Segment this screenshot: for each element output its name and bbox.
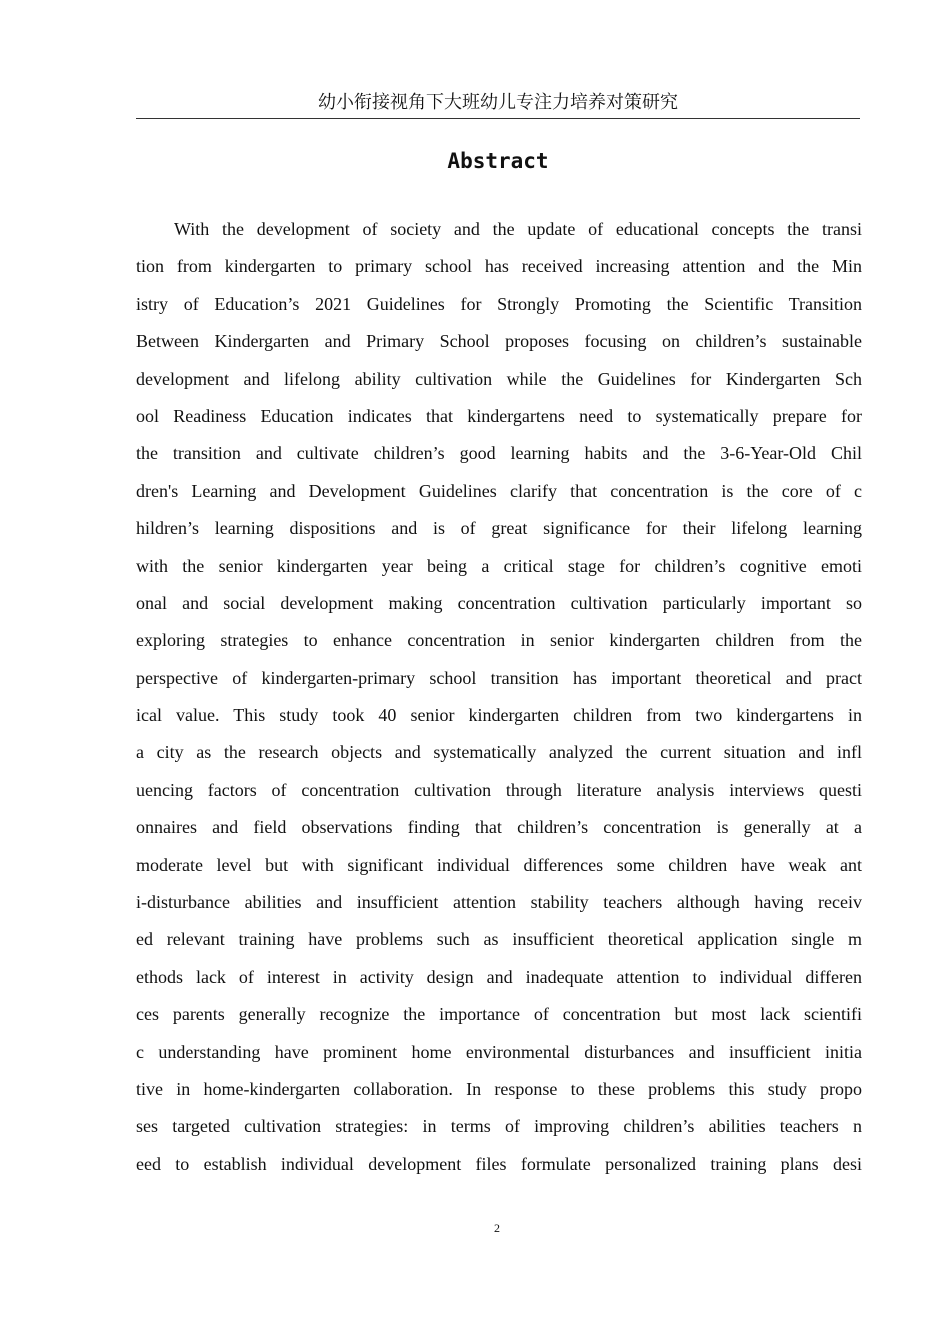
abstract-line: uencing factors of concentration cultivation through literature analysis interviews questi bbox=[136, 779, 862, 800]
abstract-line: ethods lack of interest in activity design and inadequate attention to individual differen bbox=[136, 966, 862, 987]
abstract-line: ed relevant training have problems such as insufficient theoretical application single m bbox=[136, 929, 862, 950]
abstract-line: with the senior kindergarten year being a critical stage for children’s cognitive emoti bbox=[136, 555, 862, 576]
abstract-line: ical value. This study took 40 senior kindergarten children from two kindergartens in bbox=[136, 705, 862, 726]
abstract-line: tive in home-kindergarten collaboration. In response to these problems this study propo bbox=[136, 1078, 862, 1099]
running-header: 幼小衔接视角下大班幼儿专注力培养对策研究 bbox=[318, 92, 678, 113]
abstract-line: dren's Learning and Development Guidelines clarify that concentration is the core of c bbox=[136, 480, 862, 501]
abstract-line: moderate level but with significant individual differences some children have weak ant bbox=[136, 854, 862, 875]
abstract-line: the transition and cultivate children’s good learning habits and the 3-6-Year-Old Chil bbox=[136, 443, 862, 464]
abstract-line: onnaires and field observations finding that children’s concentration is generally at a bbox=[136, 817, 862, 838]
abstract-line: perspective of kindergarten-primary school transition has important theoretical and pract bbox=[136, 667, 862, 688]
abstract-line: exploring strategies to enhance concentration in senior kindergarten children from the bbox=[136, 630, 862, 651]
abstract-line: eed to establish individual development files formulate personalized training plans desi bbox=[136, 1153, 862, 1174]
header-rule bbox=[136, 118, 860, 119]
page-number: 2 bbox=[494, 1221, 500, 1235]
abstract-line: Between Kindergarten and Primary School proposes focusing on children’s sustainable bbox=[136, 331, 862, 352]
abstract-body bbox=[136, 211, 862, 1183]
abstract-line: a city as the research objects and systematically analyzed the current situation and infl bbox=[136, 742, 862, 763]
abstract-title: Abstract bbox=[447, 149, 549, 173]
abstract-line: onal and social development making concentration cultivation particularly important so bbox=[136, 592, 862, 613]
abstract-line: hildren’s learning dispositions and is of great significance for their lifelong learning bbox=[136, 518, 862, 539]
abstract-line: ces parents generally recognize the importance of concentration but most lack scientifi bbox=[136, 1004, 862, 1025]
abstract-line: tion from kindergarten to primary school has received increasing attention and the Min bbox=[136, 256, 862, 277]
abstract-line: i-disturbance abilities and insufficient attention stability teachers although having receiv bbox=[136, 892, 862, 913]
abstract-line: c understanding have prominent home environmental disturbances and insufficient initia bbox=[136, 1041, 862, 1062]
abstract-line: istry of Education’s 2021 Guidelines for Strongly Promoting the Scientific Transition bbox=[136, 293, 862, 314]
abstract-line: ses targeted cultivation strategies: in terms of improving children’s abilities teachers n bbox=[136, 1116, 862, 1137]
abstract-line: development and lifelong ability cultivation while the Guidelines for Kindergarten Sch bbox=[136, 368, 862, 389]
abstract-line: With the development of society and the update of educational concepts the transi bbox=[174, 219, 862, 239]
abstract-line: ool Readiness Education indicates that kindergartens need to systematically prepare for bbox=[136, 405, 862, 426]
